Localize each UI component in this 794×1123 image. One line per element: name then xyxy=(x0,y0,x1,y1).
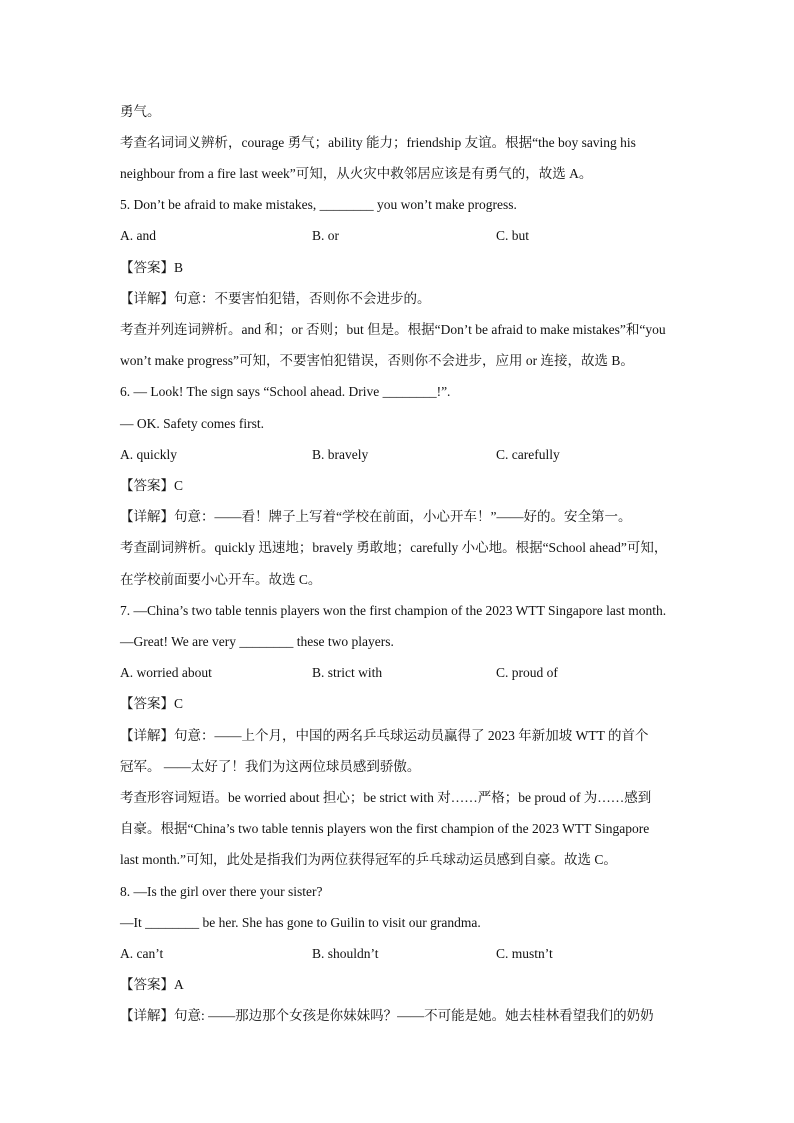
q8-answer: 【答案】A xyxy=(120,977,184,992)
question-5: 5. Don’t be afraid to make mistakes, ________ you won’t make progress. xyxy=(120,197,517,212)
q7-option-a: A. worried about xyxy=(120,665,212,680)
q5-option-a: A. and xyxy=(120,228,156,243)
text-line: 考查并列连词辨析。and 和；or 否则；but 但是。根据“Don’t be afraid to make mistakes”和“you xyxy=(120,322,666,337)
q6-option-a: A. quickly xyxy=(120,447,177,462)
q5-option-b: B. or xyxy=(312,228,339,243)
text-line: 冠军。 ——太好了！我们为这两位球员感到骄傲。 xyxy=(120,759,421,774)
q6-option-c: C. carefully xyxy=(496,447,560,462)
q6-explanation: 【详解】句意：——看！牌子上写着“学校在前面，小心开车！”——好的。安全第一。 xyxy=(120,509,632,524)
q7-explanation: 【详解】句意：——上个月，中国的两名乒乓球运动员赢得了 2023 年新加坡 WTT 的首个 xyxy=(120,728,649,743)
text-line: —It ________ be her. She has gone to Guilin to visit our grandma. xyxy=(120,915,481,930)
text-line: 考查形容词短语。be worried about 担心；be strict with 对……严格；be proud of 为……感到 xyxy=(120,790,652,805)
q8-option-a: A. can’t xyxy=(120,946,164,961)
text-line: last month.”可知，此处是指我们为两位获得冠军的乒乓球动运员感到自豪。故选 C。 xyxy=(120,852,617,867)
q8-option-c: C. mustn’t xyxy=(496,946,553,961)
text-line: 自豪。根据“China’s two table tennis players won the first champion of the 2023 WTT Singapore xyxy=(120,821,650,836)
question-8: 8. —Is the girl over there your sister? xyxy=(120,884,323,899)
q7-option-c: C. proud of xyxy=(496,665,558,680)
text-line: won’t make progress”可知，不要害怕犯错误，否则你不会进步，应用 or 连接，故选 B。 xyxy=(120,353,634,368)
q5-explanation: 【详解】句意：不要害怕犯错，否则你不会进步的。 xyxy=(120,291,431,306)
q6-option-b: B. bravely xyxy=(312,447,369,462)
text-line: 考查副词辨析。quickly 迅速地；bravely 勇敢地；carefully 小心地。根据“School ahead”可知， xyxy=(120,540,668,555)
q5-option-c: C. but xyxy=(496,228,530,243)
q8-explanation: 【详解】句意: ——那边那个女孩是你妹妹吗？——不可能是她。她去桂林看望我们的奶奶 xyxy=(120,1008,654,1023)
q5-answer: 【答案】B xyxy=(120,260,184,275)
question-6: 6. — Look! The sign says “School ahead. Drive ________!”. xyxy=(120,384,451,399)
text-line: 勇气。 xyxy=(120,104,161,119)
text-line: 在学校前面要小心开车。故选 C。 xyxy=(120,572,322,587)
q7-answer: 【答案】C xyxy=(120,696,184,711)
text-line: 考查名词词义辨析，courage 勇气；ability 能力；friendship 友谊。根据“the boy saving his xyxy=(120,135,636,150)
text-line: — OK. Safety comes first. xyxy=(120,416,264,431)
q7-option-b: B. strict with xyxy=(312,665,383,680)
q6-answer: 【答案】C xyxy=(120,478,184,493)
question-7: 7. —China’s two table tennis players won the first champion of the 2023 WTT Singapore last month. xyxy=(120,603,667,618)
text-line: —Great! We are very ________ these two players. xyxy=(120,634,394,649)
q8-option-b: B. shouldn’t xyxy=(312,946,379,961)
text-line: neighbour from a fire last week”可知，从火灾中救邻居应该是有勇气的，故选 A。 xyxy=(120,166,593,181)
